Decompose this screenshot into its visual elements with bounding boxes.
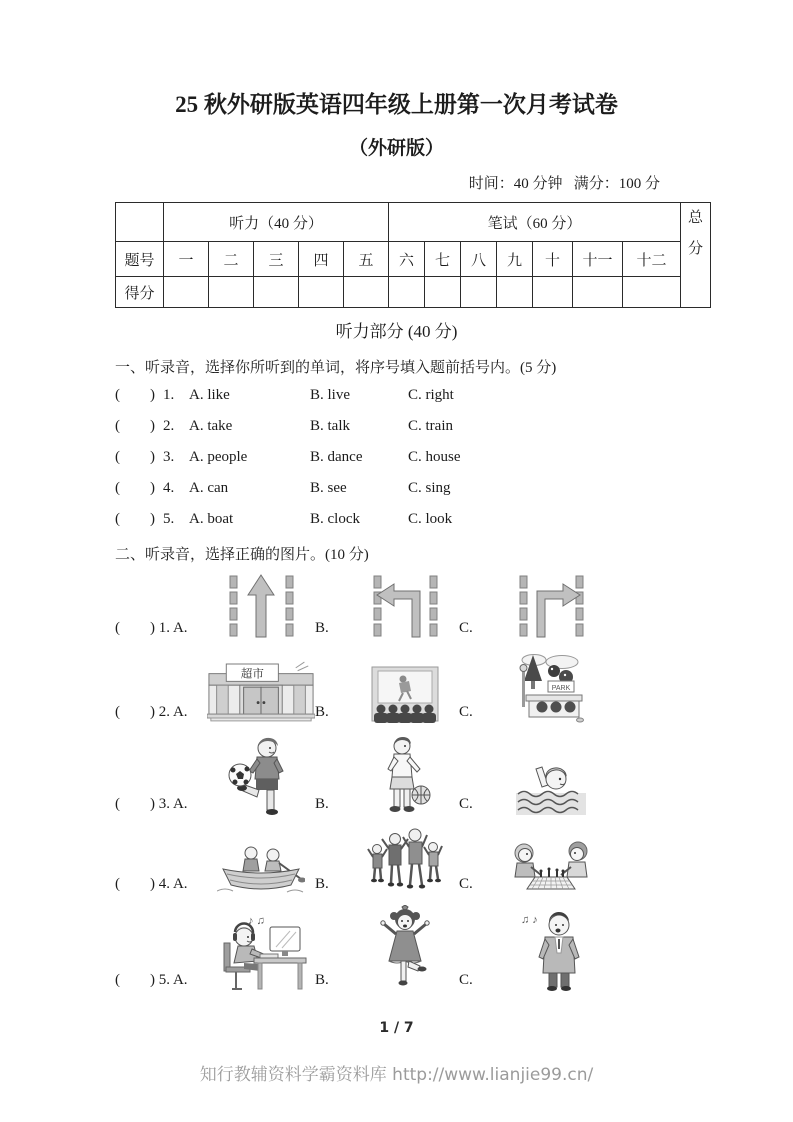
option-a-label: A. <box>172 620 188 636</box>
page-number: 1 / 7 <box>379 1020 414 1036</box>
question-number-row-label: 题号 <box>116 242 164 277</box>
score-entry-cell <box>299 277 344 308</box>
question-number-cell: 八 <box>461 242 497 277</box>
question-number-cell: 三 <box>254 242 299 277</box>
table-row-scores <box>116 277 711 308</box>
score-entry-cell <box>533 277 573 308</box>
dancing-group-icon <box>367 827 443 895</box>
picture-question-row <box>115 735 793 815</box>
table-row-headers <box>116 203 711 242</box>
picture-question-row <box>115 651 793 723</box>
score-row-label: 得分 <box>116 277 164 308</box>
empty-corner-cell <box>116 203 164 242</box>
option-c: C. sing <box>408 480 451 496</box>
option-a: A. like <box>189 387 230 403</box>
option-b-label: B. <box>315 796 329 812</box>
part1-instruction: 一、听录音，选择你所听到的单词，将序号填入题前括号内。(5 分) <box>115 360 557 376</box>
listening-part-header: 听力部分 (40 分) <box>335 322 458 341</box>
question-number: 1. <box>163 387 175 403</box>
question-number-cell: 四 <box>299 242 344 277</box>
answer-bracket: ( ) <box>115 418 155 434</box>
playing-football-icon <box>225 735 297 815</box>
option-c-label: C. <box>459 876 473 892</box>
footer-watermark: 知行教辅资料学霸资料库 http://www.lianjie99.cn/ <box>199 1065 594 1085</box>
option-c: C. house <box>408 449 461 465</box>
question-number-cell: 七 <box>425 242 461 277</box>
option-c: C. right <box>408 387 454 403</box>
answer-bracket: ( ) <box>115 704 155 720</box>
question-number-cell: 十 <box>533 242 573 277</box>
part2-instruction: 二、听录音，选择正确的图片。(10 分) <box>115 547 369 563</box>
question-number: 2. <box>163 418 175 434</box>
score-entry-cell <box>425 277 461 308</box>
score-entry-cell <box>461 277 497 308</box>
time-score-info: 时间：40 分钟 满分：100 分 <box>468 176 660 192</box>
turn-left-road-marking-icon <box>368 573 443 639</box>
option-c-label: C. <box>459 620 473 636</box>
question-number-cell: 二 <box>209 242 254 277</box>
score-entry-cell <box>573 277 623 308</box>
listening-question-row <box>115 504 793 535</box>
answer-bracket: ( ) <box>115 620 155 636</box>
option-b: B. dance <box>310 449 363 465</box>
score-entry-cell <box>389 277 425 308</box>
option-b: B. live <box>310 387 350 403</box>
score-entry-cell <box>623 277 681 308</box>
question-number-cell: 九 <box>497 242 533 277</box>
option-b-label: B. <box>315 876 329 892</box>
boy-singing-icon <box>519 909 583 991</box>
music-notes: ♫ ♪ <box>521 914 538 926</box>
option-b-label: B. <box>315 704 329 720</box>
score-table <box>115 202 711 308</box>
option-a: A. boat <box>189 511 234 527</box>
picture-question-row <box>115 905 793 991</box>
question-number: 5. <box>158 972 170 988</box>
music-notes: ♪ ♫ <box>248 915 265 927</box>
score-entry-cell <box>209 277 254 308</box>
written-section-header-cell: 笔试（60 分） <box>389 203 681 242</box>
score-entry-cell <box>254 277 299 308</box>
question-number: 3. <box>158 796 170 812</box>
question-number-cell: 十一 <box>573 242 623 277</box>
girl-dancing-icon <box>376 905 434 991</box>
playing-basketball-icon <box>376 735 434 815</box>
option-a: A. take <box>189 418 233 434</box>
option-a-label: A. <box>172 704 188 720</box>
page-subtitle: （外研版） <box>348 138 444 159</box>
swimming-icon <box>516 761 586 815</box>
score-entry-cell <box>344 277 389 308</box>
option-c-label: C. <box>459 972 473 988</box>
question-number-cell: 十二 <box>623 242 681 277</box>
option-c: C. look <box>408 511 453 527</box>
question-number: 4. <box>163 480 175 496</box>
picture-question-row <box>115 827 793 895</box>
answer-bracket: ( ) <box>115 796 155 812</box>
park-sign-text: PARK <box>551 685 571 692</box>
listening-to-music-at-computer-icon <box>214 911 308 991</box>
option-b-label: B. <box>315 972 329 988</box>
go-straight-road-marking-icon <box>224 573 299 639</box>
table-row-question-numbers <box>116 242 711 277</box>
question-number: 3. <box>163 449 175 465</box>
option-b: B. talk <box>310 418 350 434</box>
option-c-label: C. <box>459 704 473 720</box>
option-a-label: A. <box>172 972 188 988</box>
score-entry-cell <box>164 277 209 308</box>
listening-section-header-cell: 听力（40 分） <box>164 203 389 242</box>
option-a-label: A. <box>172 796 188 812</box>
listening-question-row <box>115 380 793 411</box>
total-score-cell: 总分 <box>681 203 711 308</box>
answer-bracket: ( ) <box>115 511 155 527</box>
supermarket-sign-text: 超市 <box>240 668 264 681</box>
question-number-cell: 六 <box>389 242 425 277</box>
option-b: B. clock <box>310 511 360 527</box>
option-c-label: C. <box>459 796 473 812</box>
question-number: 5. <box>163 511 175 527</box>
supermarket-icon <box>207 659 315 723</box>
score-entry-cell <box>497 277 533 308</box>
answer-bracket: ( ) <box>115 876 155 892</box>
playing-chess-icon <box>511 837 591 895</box>
option-a: A. people <box>189 449 248 465</box>
answer-bracket: ( ) <box>115 387 155 403</box>
question-number-cell: 一 <box>164 242 209 277</box>
answer-bracket: ( ) <box>115 480 155 496</box>
cinema-icon <box>371 665 439 723</box>
question-number: 1. <box>158 620 170 636</box>
option-b: B. see <box>310 480 347 496</box>
question-number: 4. <box>158 876 170 892</box>
option-b-label: B. <box>315 620 329 636</box>
option-a-label: A. <box>172 876 188 892</box>
question-number-cell: 五 <box>344 242 389 277</box>
picture-question-row <box>115 573 793 639</box>
listening-question-row <box>115 473 793 504</box>
option-a: A. can <box>189 480 229 496</box>
question-number: 2. <box>158 704 170 720</box>
answer-bracket: ( ) <box>115 449 155 465</box>
turn-right-road-marking-icon <box>514 573 589 639</box>
page-title: 25 秋外研版英语四年级上册第一次月考试卷 <box>175 92 618 117</box>
rowing-a-boat-icon <box>217 841 305 895</box>
answer-bracket: ( ) <box>115 972 155 988</box>
listening-question-row <box>115 442 793 473</box>
park-icon <box>518 651 584 723</box>
listening-question-row <box>115 411 793 442</box>
option-c: C. train <box>408 418 453 434</box>
